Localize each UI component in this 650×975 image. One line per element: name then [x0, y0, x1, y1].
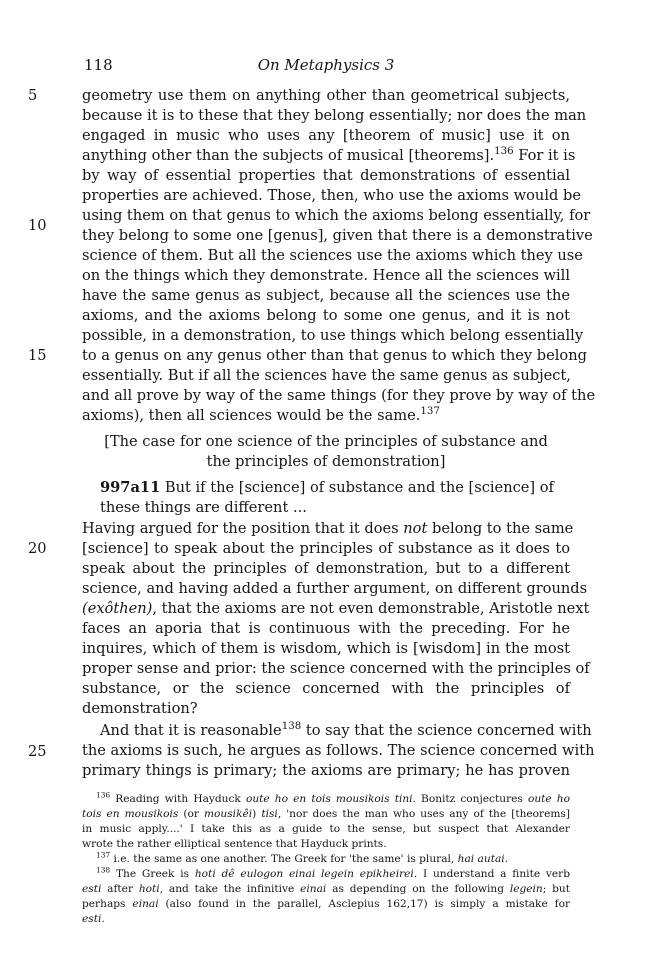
- text-line: on the things which they demonstrate. Hence all the sciences will: [82, 267, 570, 284]
- footnote-number: 138: [96, 865, 111, 875]
- line-number: 20: [28, 540, 47, 557]
- footnote-line: in music apply....' I take this as a guide to the sense, but suspect that Alexander: [82, 823, 570, 835]
- text-line: inquires, which of them is wisdom, which is [wisdom] in the most: [82, 640, 570, 657]
- text-line: the axioms is such, he argues as follows. The science concerned with: [82, 742, 595, 759]
- text-line: [science] to speak about the principles of substance as it does to: [82, 540, 570, 557]
- text-line: they belong to some one [genus], given that there is a demonstrative: [82, 227, 593, 244]
- text-line: And that it is reasonable$^{138}$ to say that the science concerned with: [100, 721, 592, 739]
- text-line: demonstration?: [82, 700, 198, 717]
- footnote-136: $^{136}$ Reading with Hayduck oute ho en tois mousikois tini. Bonitz conjectures oute ho: [96, 790, 570, 805]
- footnote-number: 136: [96, 790, 111, 800]
- text-line: faces an aporia that is continuous with the preceding. For he: [82, 620, 570, 637]
- text-line: geometry use them on anything other than geometrical subjects,: [82, 87, 570, 104]
- text-line: have the same genus as subject, because all the sciences use the: [82, 287, 570, 304]
- footnote-line: perhaps einai (also found in the parallel, Asclepius 162,17) is simply a mistake for: [82, 898, 571, 910]
- footnote-line: wrote the rather elliptical sentence that Hayduck prints.: [82, 838, 387, 850]
- line-number: 25: [28, 743, 47, 760]
- line-number: 10: [28, 217, 47, 234]
- section-heading-line: the principles of demonstration]: [206, 453, 446, 470]
- footnote-marker[interactable]: 136: [494, 146, 514, 158]
- footnote-line: tois en mousikois (or mousikêi) tisi, 'nor does the man who uses any of the [theorems]: [82, 808, 571, 820]
- lemma-line: 997a11 But if the [science] of substance and the [science] of: [100, 479, 554, 496]
- text-line: substance, or the science concerned with the principles of: [82, 680, 570, 697]
- text-line: science, and having added a further argument, on different grounds: [82, 580, 588, 597]
- text-line: because it is to these that they belong essentially; nor does the man: [82, 107, 587, 124]
- page-header: [84, 56, 568, 78]
- text-line: and all prove by way of the same things (for they prove by way of the: [82, 387, 596, 404]
- line-number: 15: [28, 347, 47, 364]
- footnote-marker[interactable]: 138: [281, 721, 302, 733]
- footnote-line: esti.: [82, 913, 105, 925]
- text-line: engaged in music who uses any [theorem of music] use it on: [82, 127, 570, 144]
- footnote-number: 137: [96, 850, 111, 860]
- text-line: proper sense and prior: the science concerned with the principles of: [82, 660, 590, 677]
- text-line: by way of essential properties that demonstrations of essential: [82, 167, 570, 184]
- text-line: properties are achieved. Those, then, who use the axioms would be: [82, 187, 581, 204]
- text-line: possible, in a demonstration, to use things which belong essentially: [82, 327, 584, 344]
- text-line: to a genus on any genus other than that genus to which they belong: [82, 347, 587, 364]
- footnote-marker[interactable]: 137: [420, 406, 440, 418]
- text-line: using them on that genus to which the axioms belong essentially, for: [82, 207, 591, 224]
- lemma-line: these things are different ...: [100, 499, 307, 516]
- text-line: anything other than the subjects of musical [theorems].$^{136}$ For it is: [82, 146, 576, 164]
- text-line: axioms), then all sciences would be the same.$^{137}$: [82, 406, 440, 424]
- footnote-137: $^{137}$ i.e. the same as one another. The Greek for 'the same' is plural, hai autai.: [96, 850, 509, 865]
- footnote-line: esti after hoti, and take the infinitive einai as depending on the following legein; but: [82, 883, 570, 895]
- text-line: primary things is primary; the axioms are primary; he has proven: [82, 762, 570, 779]
- line-number: 5: [28, 87, 38, 104]
- text-line: Having argued for the position that it does not belong to the same: [82, 520, 574, 537]
- footnote-138: $^{138}$ The Greek is hoti dê eulogon einai legein epikheirei. I understand a finite verb: [96, 865, 571, 880]
- text-line: science of them. But all the sciences use the axioms which they use: [82, 247, 583, 264]
- text-line: (exôthen), that the axioms are not even demonstrable, Aristotle next: [82, 600, 590, 617]
- text-line: speak about the principles of demonstration, but to a different: [82, 560, 570, 577]
- text-line: essentially. But if all the sciences have the same genus as subject,: [82, 367, 571, 384]
- running-head: On Metaphysics 3: [257, 56, 395, 74]
- page-number: 118: [84, 56, 113, 74]
- lemma-reference: 997a11: [100, 479, 161, 496]
- section-heading-line: [The case for one science of the principles of substance and: [104, 433, 548, 450]
- text-line: axioms, and the axioms belong to some one genus, and it is not: [82, 307, 570, 324]
